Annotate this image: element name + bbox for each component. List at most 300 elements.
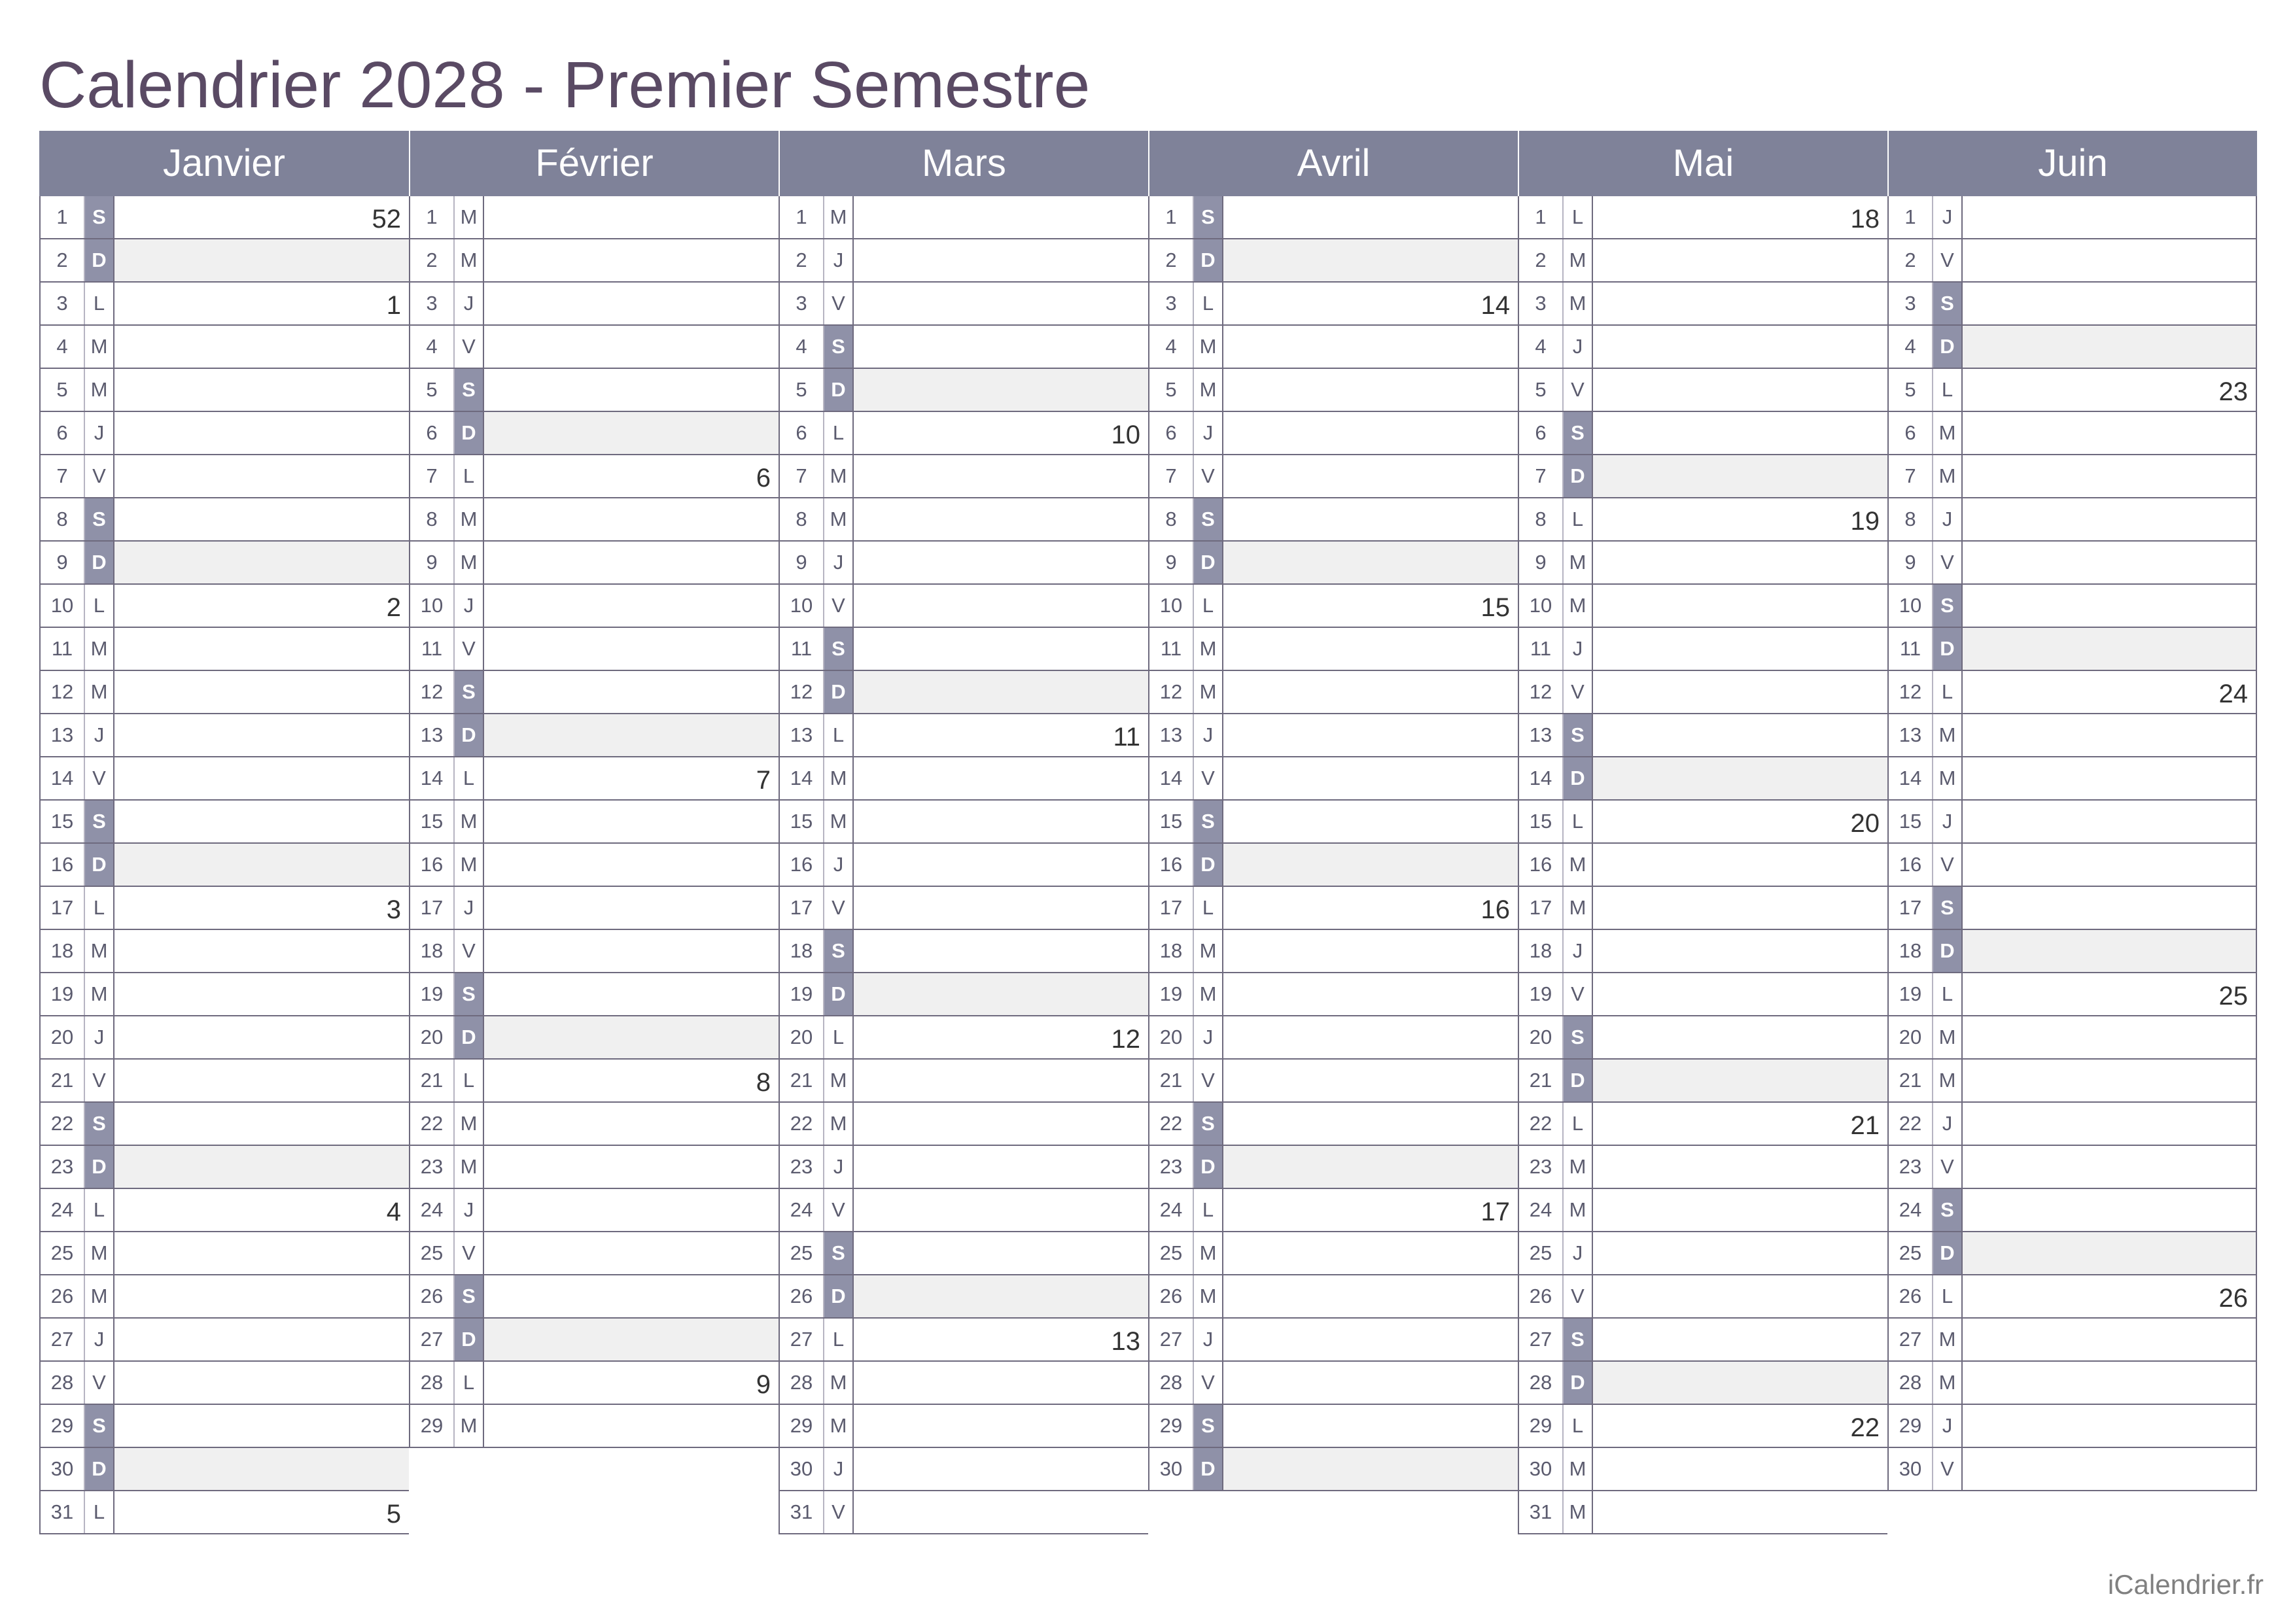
day-row [1518, 542, 1887, 585]
week-number-cell: 6 [756, 464, 771, 492]
week-number-cell: 5 [386, 1500, 401, 1529]
day-row [1148, 1405, 1518, 1448]
week-number-cell [114, 1016, 409, 1058]
weekday-letter: M [1933, 1319, 1963, 1360]
day-number: 29 [410, 1405, 455, 1447]
weekday-letter: L [1564, 1103, 1593, 1145]
day-row [779, 239, 1148, 283]
day-row [1518, 1103, 1887, 1146]
week-number-cell [114, 844, 409, 886]
weekday-letter: M [455, 196, 484, 238]
day-number: 14 [1889, 757, 1933, 799]
day-row [1518, 930, 1887, 973]
weekday-letter: D [1933, 1232, 1963, 1274]
week-number-cell [1963, 887, 2256, 929]
weekday-letter: M [455, 801, 484, 842]
weekday-letter: L [455, 1362, 484, 1404]
week-number-cell: 11 [1113, 723, 1140, 752]
weekday-letter: L [85, 1491, 114, 1533]
week-number-cell [1593, 1362, 1887, 1404]
day-row [409, 1146, 779, 1189]
week-number-cell [1223, 801, 1518, 842]
day-number: 14 [410, 757, 455, 799]
day-row [39, 1060, 409, 1103]
weekday-letter: L [1564, 498, 1593, 540]
week-number-cell [1963, 1060, 2256, 1101]
week-number-cell [1593, 326, 1887, 368]
week-number-cell: 20 [1850, 809, 1880, 838]
day-number: 22 [1889, 1103, 1933, 1145]
day-number: 9 [410, 542, 455, 583]
day-row [39, 628, 409, 671]
month-header: Mars [779, 131, 1148, 196]
weekday-letter: D [85, 1146, 114, 1188]
day-row [1887, 239, 2257, 283]
weekday-letter: L [1194, 887, 1223, 929]
day-row [1148, 757, 1518, 801]
weekday-letter: L [455, 757, 484, 799]
weekday-letter: S [824, 1232, 854, 1274]
day-number: 23 [1149, 1146, 1194, 1188]
weekday-letter: M [455, 1405, 484, 1447]
week-number-cell [114, 1405, 409, 1447]
weekday-letter: D [1564, 757, 1593, 799]
weekday-letter: M [824, 455, 854, 497]
week-number-cell [1963, 1016, 2256, 1058]
day-number: 27 [1889, 1319, 1933, 1360]
day-row [1148, 801, 1518, 844]
day-number: 9 [1519, 542, 1564, 583]
day-number: 30 [780, 1448, 824, 1490]
day-number: 11 [1519, 628, 1564, 670]
week-number-cell [1963, 412, 2256, 454]
weekday-letter: S [1194, 801, 1223, 842]
week-number-cell [1963, 1146, 2256, 1188]
day-number: 1 [780, 196, 824, 238]
day-row [1148, 1319, 1518, 1362]
week-number-cell [854, 1146, 1148, 1188]
week-number-cell [484, 1405, 779, 1447]
week-number-cell [1593, 930, 1887, 972]
day-row [39, 369, 409, 412]
weekday-letter: J [1564, 326, 1593, 368]
weekday-letter: V [1564, 1275, 1593, 1317]
weekday-letter: V [1933, 1448, 1963, 1490]
month-column [1148, 131, 1518, 1534]
day-number: 20 [41, 1016, 85, 1058]
weekday-letter: V [85, 1060, 114, 1101]
weekday-letter: M [824, 196, 854, 238]
day-number: 1 [1149, 196, 1194, 238]
day-number: 9 [41, 542, 85, 583]
week-number-cell [854, 973, 1148, 1015]
week-number-cell [484, 498, 779, 540]
week-number-cell [484, 412, 779, 454]
day-row [39, 1189, 409, 1232]
week-number-cell [854, 1448, 1148, 1490]
week-number-cell [1593, 1146, 1887, 1188]
day-row [1887, 757, 2257, 801]
day-number: 25 [41, 1232, 85, 1274]
month-column [1518, 131, 1887, 1534]
day-row [1148, 1103, 1518, 1146]
day-row [1518, 585, 1887, 628]
week-number-cell [1593, 412, 1887, 454]
day-row [1518, 326, 1887, 369]
day-number: 28 [780, 1362, 824, 1404]
weekday-letter: V [1194, 1060, 1223, 1101]
day-row [39, 757, 409, 801]
day-number: 16 [410, 844, 455, 886]
day-row [1887, 1232, 2257, 1275]
weekday-letter: S [824, 326, 854, 368]
weekday-letter: L [1194, 585, 1223, 627]
weekday-letter: L [1194, 1189, 1223, 1231]
day-number: 28 [1519, 1362, 1564, 1404]
weekday-letter: M [85, 628, 114, 670]
day-number: 7 [1889, 455, 1933, 497]
day-number: 10 [410, 585, 455, 627]
week-number-cell [854, 887, 1148, 929]
weekday-letter: D [85, 239, 114, 281]
weekday-letter: M [1933, 1016, 1963, 1058]
weekday-letter: M [455, 844, 484, 886]
week-number-cell [114, 1448, 409, 1490]
day-number: 26 [1519, 1275, 1564, 1317]
weekday-letter: M [1194, 1232, 1223, 1274]
day-number: 5 [41, 369, 85, 411]
month-column [779, 131, 1148, 1534]
day-row [779, 455, 1148, 498]
day-row [779, 973, 1148, 1016]
weekday-letter: D [85, 844, 114, 886]
day-row [39, 1405, 409, 1448]
day-number: 27 [780, 1319, 824, 1360]
week-number-cell: 19 [1850, 507, 1880, 536]
day-number: 19 [780, 973, 824, 1015]
day-row [1887, 412, 2257, 455]
day-number: 21 [410, 1060, 455, 1101]
day-row [39, 542, 409, 585]
day-number: 17 [1149, 887, 1194, 929]
day-row [779, 887, 1148, 930]
day-number: 16 [1149, 844, 1194, 886]
week-number-cell [114, 412, 409, 454]
day-row [39, 844, 409, 887]
day-number: 13 [41, 714, 85, 756]
day-number: 24 [1519, 1189, 1564, 1231]
week-number-cell [854, 930, 1148, 972]
day-row [39, 239, 409, 283]
day-number: 23 [410, 1146, 455, 1188]
day-number: 14 [1149, 757, 1194, 799]
day-row [1148, 412, 1518, 455]
weekday-letter: M [824, 1362, 854, 1404]
footer-brand: iCalendrier.fr [2107, 1569, 2264, 1600]
week-number-cell [1593, 1275, 1887, 1317]
calendar-grid [39, 131, 2257, 1534]
weekday-letter: V [455, 1232, 484, 1274]
weekday-letter: J [455, 283, 484, 324]
weekday-letter: L [1194, 283, 1223, 324]
day-row [1887, 585, 2257, 628]
week-number-cell [1223, 455, 1518, 497]
day-number: 5 [1889, 369, 1933, 411]
week-number-cell [1223, 714, 1518, 756]
day-row [1148, 1232, 1518, 1275]
day-row [779, 1319, 1148, 1362]
day-number: 5 [780, 369, 824, 411]
weekday-letter: D [1194, 542, 1223, 583]
day-number: 28 [41, 1362, 85, 1404]
week-number-cell: 10 [1111, 421, 1140, 449]
week-number-cell [854, 498, 1148, 540]
weekday-letter: S [455, 1275, 484, 1317]
day-row [39, 801, 409, 844]
week-number-cell [1223, 498, 1518, 540]
week-number-cell [1593, 973, 1887, 1015]
day-row [39, 1362, 409, 1405]
month-column [1887, 131, 2257, 1534]
weekday-letter: V [85, 1362, 114, 1404]
week-number-cell [1963, 1232, 2256, 1274]
week-number-cell [114, 369, 409, 411]
day-row [409, 1319, 779, 1362]
day-row [409, 887, 779, 930]
day-number: 29 [1889, 1405, 1933, 1447]
week-number-cell [1963, 714, 2256, 756]
day-row [39, 283, 409, 326]
weekday-letter: J [1564, 1232, 1593, 1274]
weekday-letter: L [824, 1016, 854, 1058]
weekday-letter: S [1194, 1405, 1223, 1447]
day-number: 27 [41, 1319, 85, 1360]
day-row [1148, 1016, 1518, 1060]
week-number-cell [1593, 887, 1887, 929]
week-number-cell [1963, 1448, 2256, 1490]
weekday-letter: J [455, 1189, 484, 1231]
week-number-cell [1593, 369, 1887, 411]
day-number: 10 [1149, 585, 1194, 627]
day-number: 9 [1149, 542, 1194, 583]
day-row [39, 714, 409, 757]
day-number: 3 [1519, 283, 1564, 324]
week-number-cell [1593, 283, 1887, 324]
weekday-letter: L [1933, 369, 1963, 411]
week-number-cell: 8 [756, 1068, 771, 1097]
day-number: 18 [41, 930, 85, 972]
week-number-cell [484, 1319, 779, 1360]
day-number: 23 [780, 1146, 824, 1188]
day-row [1148, 585, 1518, 628]
day-row [409, 1060, 779, 1103]
week-number-cell [1223, 844, 1518, 886]
week-number-cell [484, 844, 779, 886]
day-number: 22 [1519, 1103, 1564, 1145]
day-number: 14 [780, 757, 824, 799]
day-row [409, 455, 779, 498]
day-number: 2 [410, 239, 455, 281]
weekday-letter: M [1194, 369, 1223, 411]
weekday-letter: M [824, 757, 854, 799]
day-row [1148, 844, 1518, 887]
week-number-cell [854, 801, 1148, 842]
week-number-cell [1223, 1016, 1518, 1058]
week-number-cell: 2 [386, 593, 401, 622]
day-number: 27 [1149, 1319, 1194, 1360]
weekday-letter: S [85, 196, 114, 238]
day-number: 13 [1149, 714, 1194, 756]
day-row [1148, 1060, 1518, 1103]
weekday-letter: M [455, 498, 484, 540]
day-row [39, 326, 409, 369]
day-number: 18 [410, 930, 455, 972]
weekday-letter: M [85, 1232, 114, 1274]
day-row [779, 196, 1148, 239]
day-row [1518, 1016, 1887, 1060]
month-header: Février [409, 131, 779, 196]
day-number: 13 [780, 714, 824, 756]
day-row [779, 412, 1148, 455]
day-number: 18 [780, 930, 824, 972]
day-number: 10 [1889, 585, 1933, 627]
week-number-cell [484, 628, 779, 670]
day-number: 25 [1889, 1232, 1933, 1274]
day-row [779, 1016, 1148, 1060]
week-number-cell [1963, 801, 2256, 842]
day-number: 18 [1519, 930, 1564, 972]
day-number: 9 [1889, 542, 1933, 583]
day-row [1887, 887, 2257, 930]
day-number: 28 [410, 1362, 455, 1404]
weekday-letter: V [824, 283, 854, 324]
day-row [1887, 498, 2257, 542]
day-number: 18 [1889, 930, 1933, 972]
day-number: 16 [1519, 844, 1564, 886]
weekday-letter: S [85, 1103, 114, 1145]
weekday-letter: V [1933, 1146, 1963, 1188]
week-number-cell [1223, 412, 1518, 454]
day-number: 19 [1149, 973, 1194, 1015]
week-number-cell: 26 [2218, 1284, 2248, 1313]
weekday-letter: L [455, 455, 484, 497]
day-row [1887, 369, 2257, 412]
week-number-cell [1223, 196, 1518, 238]
day-row [1887, 1016, 2257, 1060]
day-number: 19 [410, 973, 455, 1015]
weekday-letter: J [1194, 1319, 1223, 1360]
day-number: 20 [410, 1016, 455, 1058]
day-row [779, 1103, 1148, 1146]
weekday-letter: J [1194, 1016, 1223, 1058]
weekday-letter: M [1933, 412, 1963, 454]
day-row [1148, 973, 1518, 1016]
day-row [1148, 887, 1518, 930]
day-number: 8 [1519, 498, 1564, 540]
week-number-cell [1963, 585, 2256, 627]
month-column [39, 131, 409, 1534]
weekday-letter: J [824, 1448, 854, 1490]
day-number: 20 [1519, 1016, 1564, 1058]
day-row [1887, 973, 2257, 1016]
weekday-letter: J [824, 542, 854, 583]
weekday-letter: D [1564, 1060, 1593, 1101]
week-number-cell: 13 [1111, 1327, 1140, 1356]
weekday-letter: J [85, 412, 114, 454]
weekday-letter: L [1564, 1405, 1593, 1447]
day-number: 31 [780, 1491, 824, 1533]
week-number-cell [484, 801, 779, 842]
day-row [1148, 196, 1518, 239]
week-number-cell [1593, 1491, 1887, 1533]
day-number: 2 [1149, 239, 1194, 281]
week-number-cell: 15 [1480, 593, 1510, 622]
day-row [1887, 714, 2257, 757]
week-number-cell [1223, 1319, 1518, 1360]
weekday-letter: V [824, 1491, 854, 1533]
month-header: Avril [1148, 131, 1518, 196]
week-number-cell [114, 1232, 409, 1274]
day-number: 6 [41, 412, 85, 454]
weekday-letter: V [455, 326, 484, 368]
day-row [1148, 671, 1518, 714]
week-number-cell [1593, 585, 1887, 627]
day-number: 10 [780, 585, 824, 627]
day-row [1518, 196, 1887, 239]
day-number: 2 [41, 239, 85, 281]
week-number-cell [114, 498, 409, 540]
day-number: 26 [1889, 1275, 1933, 1317]
week-number-cell [1963, 326, 2256, 368]
weekday-letter: S [1933, 887, 1963, 929]
day-row [1148, 1275, 1518, 1319]
week-number-cell [854, 585, 1148, 627]
week-number-cell: 23 [2218, 377, 2248, 406]
day-row [1518, 844, 1887, 887]
weekday-letter: D [1933, 930, 1963, 972]
day-number: 4 [1149, 326, 1194, 368]
day-number: 7 [1149, 455, 1194, 497]
day-number: 22 [410, 1103, 455, 1145]
day-number: 12 [1519, 671, 1564, 713]
weekday-letter: V [85, 757, 114, 799]
day-number: 12 [1889, 671, 1933, 713]
day-row [409, 671, 779, 714]
day-number: 8 [41, 498, 85, 540]
day-row [1518, 455, 1887, 498]
weekday-letter: S [85, 498, 114, 540]
weekday-letter: M [1194, 671, 1223, 713]
day-row [409, 542, 779, 585]
day-number: 3 [410, 283, 455, 324]
week-number-cell [114, 671, 409, 713]
day-number: 7 [1519, 455, 1564, 497]
day-number: 11 [1889, 628, 1933, 670]
day-row [779, 369, 1148, 412]
week-number-cell [1223, 1146, 1518, 1188]
weekday-letter: J [1933, 801, 1963, 842]
day-row [39, 1319, 409, 1362]
day-row [1887, 1362, 2257, 1405]
weekday-letter: M [1564, 542, 1593, 583]
week-number-cell [854, 1405, 1148, 1447]
day-row [779, 844, 1148, 887]
day-row [409, 973, 779, 1016]
weekday-letter: L [85, 585, 114, 627]
weekday-letter: M [824, 1405, 854, 1447]
week-number-cell [484, 1189, 779, 1231]
week-number-cell [1223, 1362, 1518, 1404]
